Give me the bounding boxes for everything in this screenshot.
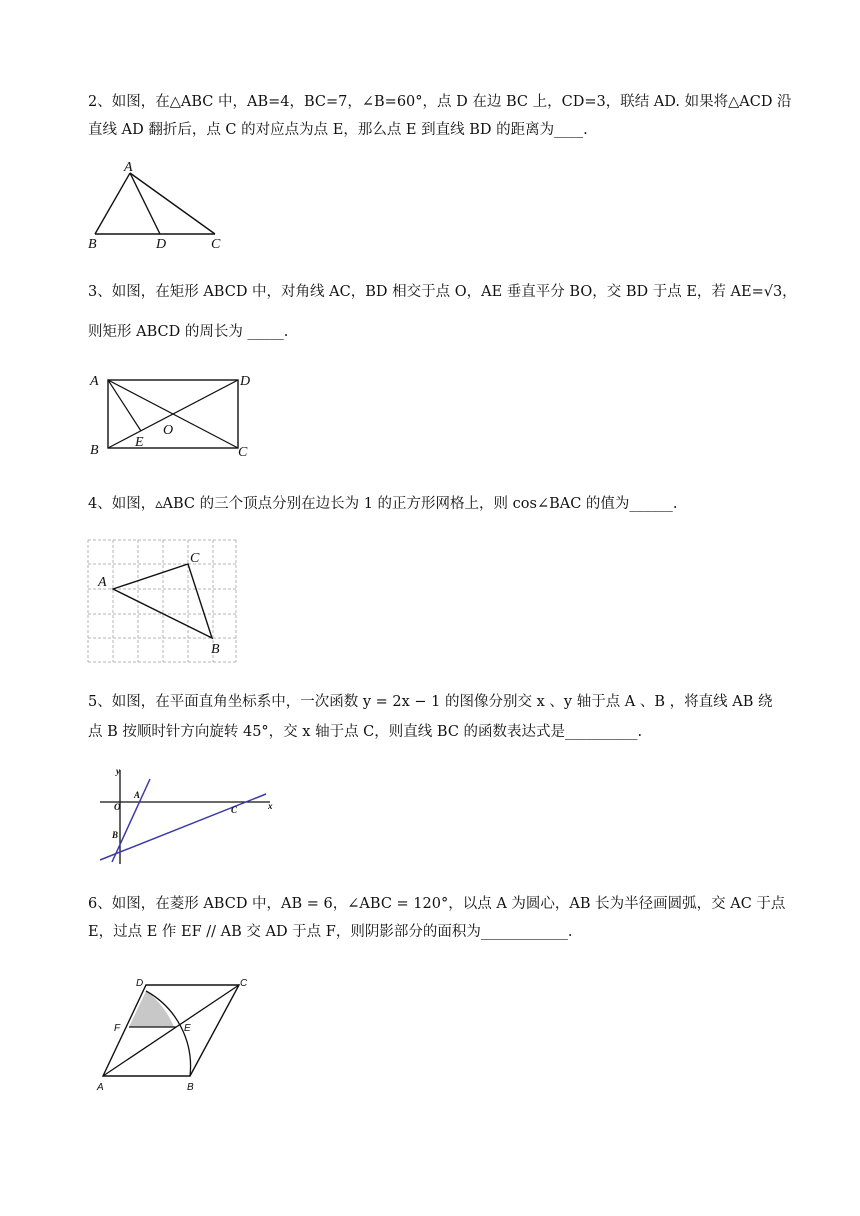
q5-label-x: x xyxy=(268,801,273,811)
q5-label-o: O xyxy=(114,802,121,812)
q3-line-1: 3、如图，在矩形 ABCD 中，对角线 AC，BD 相交于点 O，AE 垂直平分 BO，交 BD 于点 E，若 AE=√3， xyxy=(88,284,797,300)
q5-line-2: 点 B 按顺时针方向旋转 45°，交 x 轴于点 C，则直线 BC 的函数表达式是__________. xyxy=(88,724,643,740)
q2-label-d: D xyxy=(156,237,167,250)
q4-label-c: C xyxy=(190,551,200,566)
q6-diagonal-ac xyxy=(103,985,239,1076)
q6-line-1: 6、如图，在菱形 ABCD 中，AB = 6，∠ABC = 120°，以点 A 为圆心，AB 长为半径画圆弧，交 AC 于点 xyxy=(88,896,786,912)
q3-label-d: D xyxy=(240,374,251,389)
q6-label-f: F xyxy=(114,1023,121,1034)
q5-line-ab xyxy=(112,779,150,862)
q2-label-c: C xyxy=(211,237,221,250)
q6-label-e: E xyxy=(184,1023,191,1034)
q6-shaded-region xyxy=(129,991,174,1027)
q6-label-c: C xyxy=(240,978,248,989)
q3-label-a: A xyxy=(90,374,99,389)
q5-line-1: 5、如图，在平面直角坐标系中，一次函数 y = 2x − 1 的图像分别交 x 、y 轴于点 A 、B ，将直线 AB 绕 xyxy=(88,694,773,710)
q4-grid-figure xyxy=(80,530,250,665)
q5-line-bc xyxy=(100,794,266,860)
q3-rectangle-figure xyxy=(84,366,264,462)
q2-label-b: B xyxy=(88,237,97,250)
q2-segment-ad xyxy=(130,173,160,234)
q6-label-a: A xyxy=(97,1082,104,1093)
q5-label-c: C xyxy=(231,805,238,815)
q4-label-b: B xyxy=(211,642,220,657)
q3-label-o: O xyxy=(163,423,174,438)
q6-label-b: B xyxy=(187,1082,194,1093)
q3-label-c: C xyxy=(238,445,248,460)
q2-line-1: 2、如图，在△ABC 中，AB=4，BC=7，∠B=60°，点 D 在边 BC 上，CD=3，联结 AD. 如果将△ACD 沿 xyxy=(88,94,792,110)
q6-label-d: D xyxy=(136,978,144,989)
q2-side-ab xyxy=(95,173,130,234)
q3-label-b: B xyxy=(90,443,99,458)
q4-line-1: 4、如图，▵ABC 的三个顶点分别在边长为 1 的正方形网格上，则 cos∠BAC 的值为______. xyxy=(88,496,678,512)
q3-label-e: E xyxy=(135,435,144,450)
q6-line-2: E，过点 E 作 EF // AB 交 AD 于点 F，则阴影部分的面积为____________. xyxy=(88,924,573,940)
q5-label-y: y xyxy=(116,766,120,776)
q3-segment-ae xyxy=(108,380,141,431)
q2-side-ac xyxy=(130,173,215,234)
q5-label-a: A xyxy=(134,790,141,800)
q5-label-b: B xyxy=(112,830,119,840)
q6-rhombus-figure xyxy=(90,972,300,1096)
q4-label-a: A xyxy=(98,575,107,590)
q3-line-2: 则矩形 ABCD 的周长为 _____. xyxy=(88,324,289,340)
q2-label-a: A xyxy=(124,160,133,175)
q2-triangle-figure xyxy=(80,155,240,250)
q5-coordinate-figure xyxy=(94,764,284,868)
q2-line-2: 直线 AD 翻折后，点 C 的对应点为点 E，那么点 E 到直线 BD 的距离为____. xyxy=(88,122,588,138)
